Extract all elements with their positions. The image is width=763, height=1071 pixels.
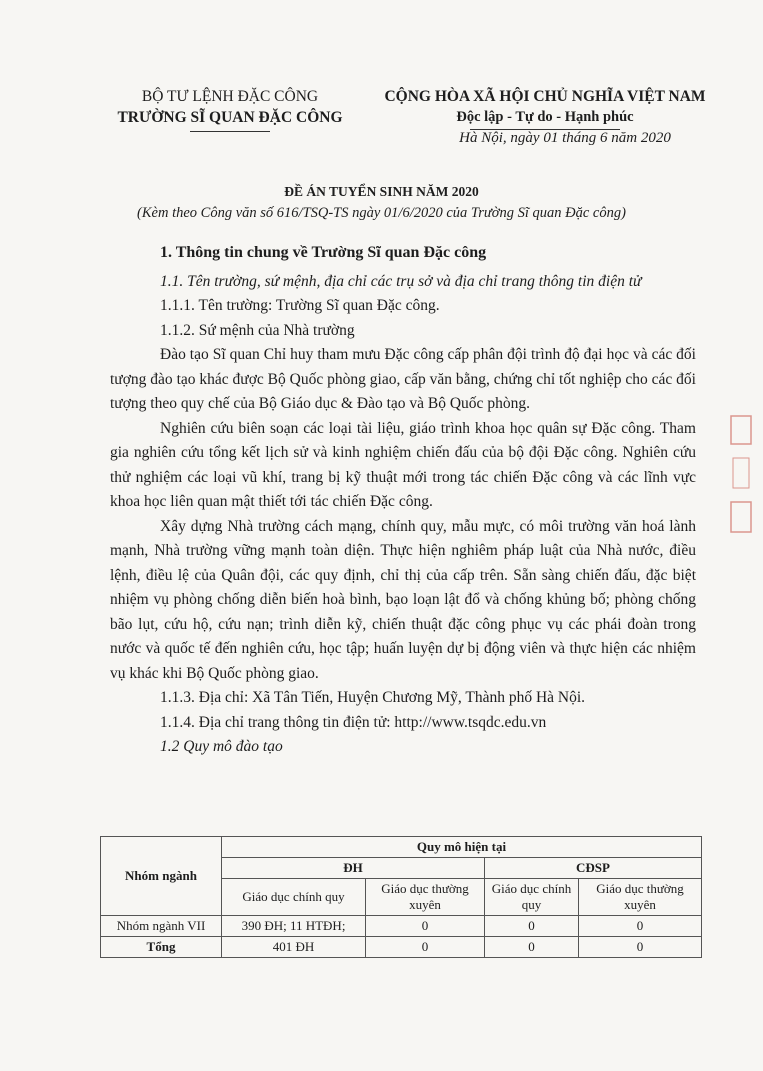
mission-paragraph-3: Xây dựng Nhà trường cách mạng, chính quy, mẫu mực, có môi trường văn hoá lành mạnh, Nhà trường vững mạnh toàn diện. Thực hiện nghiêm pháp luật của Nhà nước, điều lệnh, điều lệ của Quân đội, các quy định, chỉ thị của cấp trên. Sẵn sàng chiến đấu, đặc biệt nhiệm vụ phòng chống diễn biến hoà bình, bạo loạn lật đổ và chống khủng bố; phòng chống bão lụt, cứu hộ, cứu nạn; trình diễn kỹ, chiến thuật đặc công phục vụ các phái đoàn trong nước và quốc tế đến nghiên cứu, học tập; huấn luyện dự bị động viên và thực hiện các nhiệm vụ khác khi Bộ Quốc phòng giao.: [110, 517, 696, 682]
section-1-1-4: 1.1.4. Địa chỉ trang thông tin điện tử: http://www.tsqdc.edu.vn: [160, 713, 547, 731]
document-date: Hà Nội, ngày 01 tháng 6 năm 2020: [459, 130, 671, 146]
table-row: [101, 937, 702, 958]
section-1-1-2: 1.1.2. Sứ mệnh của Nhà trường: [160, 321, 355, 339]
section-1-heading: 1. Thông tin chung về Trường Sĩ quan Đặc công: [160, 244, 487, 261]
document-title: ĐỀ ÁN TUYỂN SINH NĂM 2020: [284, 184, 479, 199]
motto-underline: [470, 129, 620, 130]
training-scale-table: [100, 836, 702, 958]
col-header-cdsp: CĐSP: [485, 858, 702, 879]
subheader-dh-regular: Giáo dục chính quy: [222, 879, 366, 916]
section-1-2-heading: 1.2 Quy mô đào tạo: [160, 738, 283, 755]
national-header: [360, 86, 730, 149]
section-1-1-1: 1.1.1. Tên trường: Trường Sĩ quan Đặc công.: [160, 297, 440, 314]
cell: 0: [366, 937, 485, 958]
col-header-current-scale: Quy mô hiện tại: [222, 837, 702, 858]
row-label: Nhóm ngành VII: [101, 916, 222, 937]
issuer-underline: [190, 131, 270, 132]
cell: 390 ĐH; 11 HTĐH;: [222, 916, 366, 937]
red-stamp-mark: [727, 410, 755, 540]
issuer-header: [100, 86, 360, 128]
table-row: [101, 916, 702, 937]
document-body: [110, 241, 696, 760]
mission-paragraph-2: Nghiên cứu biên soạn các loại tài liệu, giáo trình khoa học quân sự Đặc công. Tham gia nghiên cứu tổng kết lịch sử và kinh nghiệm chiến đấu của bộ đội Đặc công. Nghiên cứu thử nghiệm các loại vũ khí, trang bị kỹ thuật mới trong tác chiến Đặc công và các lĩnh vực khoa học liên quan mật thiết tới tác chiến Đặc công.: [110, 419, 696, 510]
subheader-cdsp-continuing: Giáo dục thường xuyên: [579, 879, 702, 916]
cell: 0: [366, 916, 485, 937]
cell: 0: [485, 916, 579, 937]
row-label: Tổng: [101, 937, 222, 958]
school-name: TRƯỜNG SĨ QUAN ĐẶC CÔNG: [117, 109, 343, 126]
parent-agency: BỘ TƯ LỆNH ĐẶC CÔNG: [141, 88, 319, 105]
col-header-dh: ĐH: [222, 858, 485, 879]
cell: 0: [485, 937, 579, 958]
national-motto: Độc lập - Tự do - Hạnh phúc: [456, 109, 634, 125]
col-header-group: Nhóm ngành: [101, 837, 222, 916]
mission-paragraph-1: Đào tạo Sĩ quan Chỉ huy tham mưu Đặc công cấp phân đội trình độ đại học và các đối tượng đào tạo khác được Bộ Quốc phòng giao, cấp văn bằng, chứng chỉ tốt nghiệp cho các đối tượng theo quy chế của Bộ Giáo dục & Đào tạo và Bộ Quốc phòng.: [110, 346, 696, 412]
country-name: CỘNG HÒA XÃ HỘI CHỦ NGHĨA VIỆT NAM: [384, 88, 706, 105]
cell: 0: [579, 937, 702, 958]
subheader-dh-continuing: Giáo dục thường xuyên: [366, 879, 485, 916]
document-subtitle: (Kèm theo Công văn số 616/TSQ-TS ngày 01/6/2020 của Trường Sĩ quan Đặc công): [137, 205, 626, 221]
cell: 401 ĐH: [222, 937, 366, 958]
cell: 0: [579, 916, 702, 937]
section-1-1-heading: 1.1. Tên trường, sứ mệnh, địa chỉ các trụ sở và địa chỉ trang thông tin điện tử: [160, 272, 642, 290]
section-1-1-3: 1.1.3. Địa chỉ: Xã Tân Tiến, Huyện Chương Mỹ, Thành phố Hà Nội.: [160, 689, 586, 706]
subheader-cdsp-regular: Giáo dục chính quy: [485, 879, 579, 916]
